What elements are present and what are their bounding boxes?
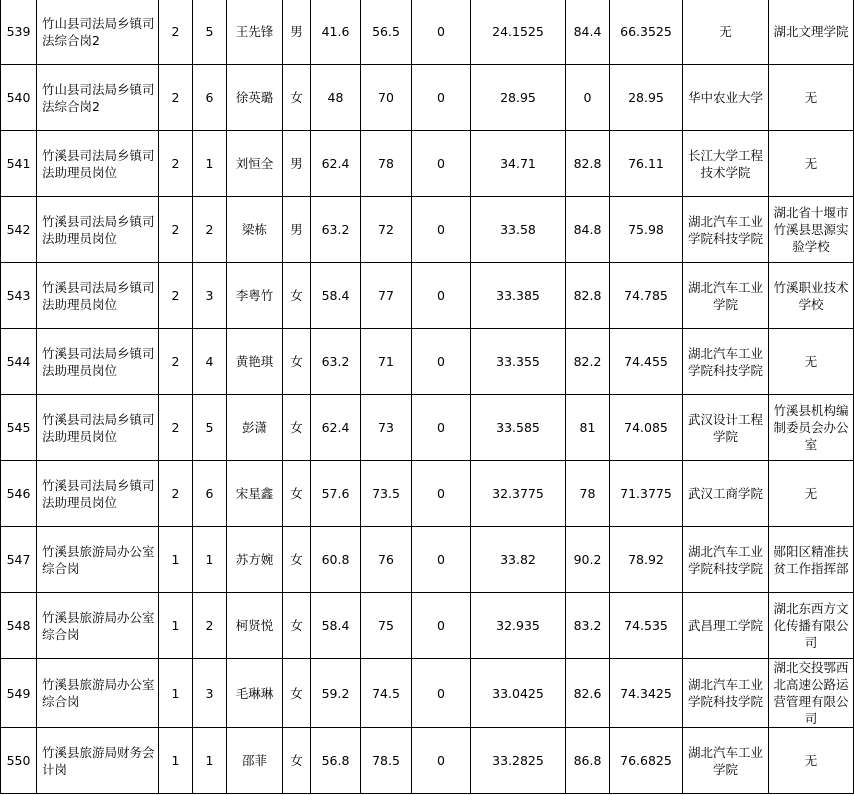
score1-cell: 56.8: [311, 728, 361, 794]
bonus-cell: 0: [412, 461, 471, 527]
total-score-cell: 74.535: [610, 593, 683, 659]
interview-score-cell: 82.8: [566, 263, 610, 329]
score1-cell: 58.4: [311, 593, 361, 659]
rank-cell: 1: [193, 131, 227, 197]
name-cell: 黄艳琪: [227, 329, 283, 395]
interview-score-cell: 84.8: [566, 197, 610, 263]
name-cell: 邵菲: [227, 728, 283, 794]
school-cell: 武汉设计工程学院: [683, 395, 769, 461]
table-row: [1, 728, 854, 794]
total-score-cell: 71.3775: [610, 461, 683, 527]
employer-cell: 竹溪县机构编制委员会办公室: [769, 395, 854, 461]
rank-cell: 1: [193, 527, 227, 593]
score1-cell: 58.4: [311, 263, 361, 329]
name-cell: 宋星鑫: [227, 461, 283, 527]
bonus-cell: 0: [412, 728, 471, 794]
interview-score-cell: 83.2: [566, 593, 610, 659]
seq-cell: 539: [1, 0, 37, 65]
score2-cell: 75: [361, 593, 412, 659]
score1-cell: 60.8: [311, 527, 361, 593]
score1-cell: 48: [311, 65, 361, 131]
name-cell: 梁栋: [227, 197, 283, 263]
position-cell: 竹山县司法局乡镇司法综合岗2: [37, 65, 159, 131]
plan-count-cell: 2: [159, 395, 193, 461]
employer-cell: 湖北文理学院: [769, 0, 854, 65]
gender-cell: 女: [283, 329, 311, 395]
plan-count-cell: 1: [159, 527, 193, 593]
gender-cell: 女: [283, 527, 311, 593]
bonus-cell: 0: [412, 659, 471, 728]
total-score-cell: 28.95: [610, 65, 683, 131]
total-score-cell: 78.92: [610, 527, 683, 593]
school-cell: 武汉工商学院: [683, 461, 769, 527]
rank-cell: 6: [193, 461, 227, 527]
gender-cell: 女: [283, 461, 311, 527]
table-row: [1, 65, 854, 131]
rank-cell: 6: [193, 65, 227, 131]
plan-count-cell: 2: [159, 131, 193, 197]
score1-cell: 63.2: [311, 329, 361, 395]
name-cell: 彭潇: [227, 395, 283, 461]
written-score-cell: 33.58: [471, 197, 566, 263]
rank-cell: 5: [193, 395, 227, 461]
table-row: [1, 395, 854, 461]
written-score-cell: 24.1525: [471, 0, 566, 65]
seq-cell: 545: [1, 395, 37, 461]
bonus-cell: 0: [412, 593, 471, 659]
written-score-cell: 33.585: [471, 395, 566, 461]
rank-cell: 1: [193, 728, 227, 794]
name-cell: 王先锋: [227, 0, 283, 65]
table-row: [1, 0, 854, 65]
school-cell: 华中农业大学: [683, 65, 769, 131]
position-cell: 竹溪县司法局乡镇司法助理员岗位: [37, 461, 159, 527]
school-cell: 湖北汽车工业学院科技学院: [683, 329, 769, 395]
employer-cell: 湖北东西方文化传播有限公司: [769, 593, 854, 659]
seq-cell: 543: [1, 263, 37, 329]
seq-cell: 549: [1, 659, 37, 728]
rank-cell: 3: [193, 659, 227, 728]
score2-cell: 56.5: [361, 0, 412, 65]
total-score-cell: 74.085: [610, 395, 683, 461]
seq-cell: 540: [1, 65, 37, 131]
interview-score-cell: 82.6: [566, 659, 610, 728]
rank-cell: 2: [193, 593, 227, 659]
gender-cell: 男: [283, 197, 311, 263]
seq-cell: 541: [1, 131, 37, 197]
name-cell: 李粤竹: [227, 263, 283, 329]
score2-cell: 71: [361, 329, 412, 395]
total-score-cell: 74.3425: [610, 659, 683, 728]
name-cell: 柯贤悦: [227, 593, 283, 659]
score2-cell: 73.5: [361, 461, 412, 527]
position-cell: 竹溪县司法局乡镇司法助理员岗位: [37, 329, 159, 395]
table-row: [1, 263, 854, 329]
plan-count-cell: 2: [159, 461, 193, 527]
bonus-cell: 0: [412, 131, 471, 197]
score1-cell: 62.4: [311, 131, 361, 197]
employer-cell: 无: [769, 329, 854, 395]
school-cell: 无: [683, 0, 769, 65]
plan-count-cell: 1: [159, 728, 193, 794]
school-cell: 长江大学工程技术学院: [683, 131, 769, 197]
plan-count-cell: 2: [159, 0, 193, 65]
position-cell: 竹溪县旅游局办公室综合岗: [37, 527, 159, 593]
position-cell: 竹溪县旅游局办公室综合岗: [37, 593, 159, 659]
score1-cell: 57.6: [311, 461, 361, 527]
employer-cell: 郧阳区精准扶贫工作指挥部: [769, 527, 854, 593]
gender-cell: 女: [283, 593, 311, 659]
gender-cell: 女: [283, 395, 311, 461]
score1-cell: 41.6: [311, 0, 361, 65]
position-cell: 竹溪县司法局乡镇司法助理员岗位: [37, 263, 159, 329]
score2-cell: 70: [361, 65, 412, 131]
position-cell: 竹溪县旅游局财务会计岗: [37, 728, 159, 794]
seq-cell: 546: [1, 461, 37, 527]
bonus-cell: 0: [412, 197, 471, 263]
score1-cell: 62.4: [311, 395, 361, 461]
rank-cell: 4: [193, 329, 227, 395]
rank-cell: 3: [193, 263, 227, 329]
plan-count-cell: 2: [159, 263, 193, 329]
total-score-cell: 66.3525: [610, 0, 683, 65]
plan-count-cell: 2: [159, 329, 193, 395]
bonus-cell: 0: [412, 395, 471, 461]
seq-cell: 548: [1, 593, 37, 659]
written-score-cell: 32.935: [471, 593, 566, 659]
table-row: [1, 461, 854, 527]
seq-cell: 542: [1, 197, 37, 263]
bonus-cell: 0: [412, 527, 471, 593]
plan-count-cell: 1: [159, 659, 193, 728]
position-cell: 竹溪县司法局乡镇司法助理员岗位: [37, 131, 159, 197]
gender-cell: 女: [283, 659, 311, 728]
total-score-cell: 75.98: [610, 197, 683, 263]
position-cell: 竹溪县司法局乡镇司法助理员岗位: [37, 395, 159, 461]
interview-score-cell: 82.2: [566, 329, 610, 395]
name-cell: 刘恒全: [227, 131, 283, 197]
name-cell: 徐英璐: [227, 65, 283, 131]
interview-score-cell: 0: [566, 65, 610, 131]
employer-cell: 湖北交投鄂西北高速公路运营管理有限公司: [769, 659, 854, 728]
employer-cell: 无: [769, 65, 854, 131]
school-cell: 武昌理工学院: [683, 593, 769, 659]
written-score-cell: 33.385: [471, 263, 566, 329]
employer-cell: 湖北省十堰市竹溪县思源实验学校: [769, 197, 854, 263]
employer-cell: 竹溪职业技术学校: [769, 263, 854, 329]
school-cell: 湖北汽车工业学院: [683, 263, 769, 329]
written-score-cell: 33.0425: [471, 659, 566, 728]
plan-count-cell: 2: [159, 197, 193, 263]
table-row: [1, 659, 854, 728]
score1-cell: 63.2: [311, 197, 361, 263]
gender-cell: 女: [283, 263, 311, 329]
total-score-cell: 74.785: [610, 263, 683, 329]
table-row: [1, 593, 854, 659]
total-score-cell: 76.6825: [610, 728, 683, 794]
position-cell: 竹溪县旅游局办公室综合岗: [37, 659, 159, 728]
table-row: [1, 197, 854, 263]
written-score-cell: 28.95: [471, 65, 566, 131]
school-cell: 湖北汽车工业学院科技学院: [683, 527, 769, 593]
score2-cell: 73: [361, 395, 412, 461]
position-cell: 竹溪县司法局乡镇司法助理员岗位: [37, 197, 159, 263]
plan-count-cell: 1: [159, 593, 193, 659]
school-cell: 湖北汽车工业学院: [683, 728, 769, 794]
score2-cell: 72: [361, 197, 412, 263]
plan-count-cell: 2: [159, 65, 193, 131]
school-cell: 湖北汽车工业学院科技学院: [683, 197, 769, 263]
table-row: [1, 131, 854, 197]
seq-cell: 544: [1, 329, 37, 395]
rank-cell: 5: [193, 0, 227, 65]
interview-score-cell: 78: [566, 461, 610, 527]
score2-cell: 77: [361, 263, 412, 329]
interview-score-cell: 90.2: [566, 527, 610, 593]
gender-cell: 女: [283, 65, 311, 131]
score2-cell: 74.5: [361, 659, 412, 728]
written-score-cell: 34.71: [471, 131, 566, 197]
table-body: [1, 0, 854, 794]
bonus-cell: 0: [412, 329, 471, 395]
total-score-cell: 74.455: [610, 329, 683, 395]
interview-score-cell: 84.4: [566, 0, 610, 65]
interview-score-cell: 86.8: [566, 728, 610, 794]
interview-score-cell: 81: [566, 395, 610, 461]
score2-cell: 76: [361, 527, 412, 593]
bonus-cell: 0: [412, 263, 471, 329]
interview-score-cell: 82.8: [566, 131, 610, 197]
total-score-cell: 76.11: [610, 131, 683, 197]
name-cell: 苏方婉: [227, 527, 283, 593]
bonus-cell: 0: [412, 65, 471, 131]
score2-cell: 78.5: [361, 728, 412, 794]
score1-cell: 59.2: [311, 659, 361, 728]
school-cell: 湖北汽车工业学院科技学院: [683, 659, 769, 728]
written-score-cell: 33.82: [471, 527, 566, 593]
gender-cell: 男: [283, 0, 311, 65]
rank-cell: 2: [193, 197, 227, 263]
written-score-cell: 32.3775: [471, 461, 566, 527]
seq-cell: 547: [1, 527, 37, 593]
employer-cell: 无: [769, 461, 854, 527]
gender-cell: 女: [283, 728, 311, 794]
written-score-cell: 33.355: [471, 329, 566, 395]
table-row: [1, 329, 854, 395]
gender-cell: 男: [283, 131, 311, 197]
employer-cell: 无: [769, 131, 854, 197]
written-score-cell: 33.2825: [471, 728, 566, 794]
position-cell: 竹山县司法局乡镇司法综合岗2: [37, 0, 159, 65]
name-cell: 毛琳琳: [227, 659, 283, 728]
seq-cell: 550: [1, 728, 37, 794]
employer-cell: 无: [769, 728, 854, 794]
bonus-cell: 0: [412, 0, 471, 65]
score2-cell: 78: [361, 131, 412, 197]
table-row: [1, 527, 854, 593]
